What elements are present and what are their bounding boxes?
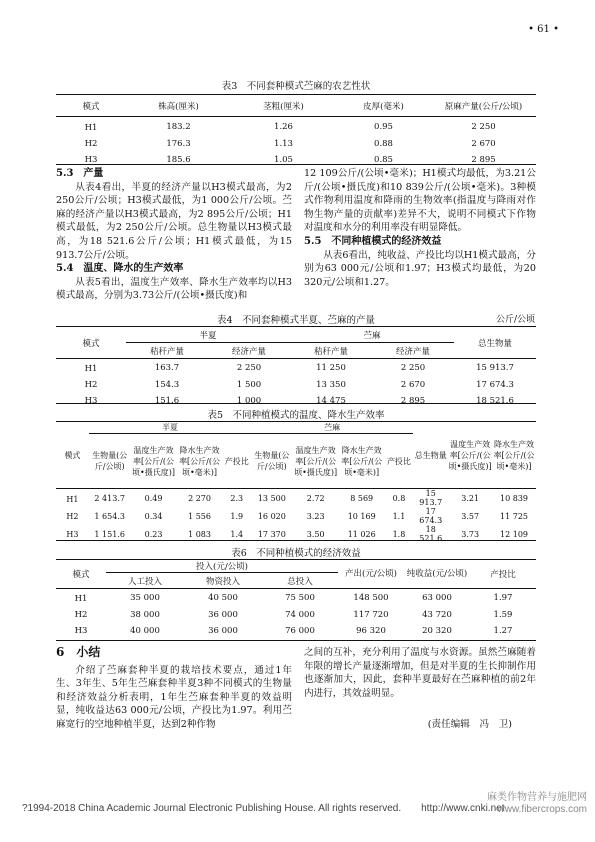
table-row: H3 185.6 1.05 0.85 2 895 [84,155,496,165]
left-column [56,167,292,303]
t5-group-zhuma: 苎麻 [251,422,413,434]
section-6-paragraph-right: 之间的互补，充分利用了温度与水资源。虽然苎麻随着年限的增长产量逐渐增加，但是对半夏的生长抑制作用也逐渐加大，因此，套种半夏最好在苎麻种植的前2年内进行，其效益明显。 [304,647,536,699]
t4-group-zhuma: 苎麻 [290,327,454,343]
table-row: H1 163.7 2 250 11 250 2 250 15 913.7 [84,363,514,374]
table3 [56,96,536,168]
t3-h2: 茎粗(厘米) [263,102,304,112]
table4: 模式 半夏 苎麻 总生物量 秸秆产量 经济产量 秸秆产量 经济产量 H1 163.7 2 250 11 250 2 250 15 913.7 H2 154.3 1 500 13 350 2 670 17 674.3 H3 151.6 1 000 14 475 2 895 18 521.6 [56,327,536,409]
t4-h-total: 总生物量 [454,327,536,359]
table4-bottom-rule [56,403,536,404]
section-6-paragraph-left: 介绍了苎麻套种半夏的栽培技术要点，通过1年生、3年生、5年生苎麻套种半夏3种不同模式的生物量和经济效益分析表明，1年生苎麻套种半夏的效益明显，纯收益达63 000元/公顷，产投比为1.97。利用苎麻宽行的空地种植半夏，达到2种作物 [56,664,292,730]
section-5-4-continued: 12 109公斤/(公顷•毫米)；H1模式均最低，为3.21公斤/(公顷•摄氏度)和10 839公斤/(公顷•毫米)。3种模式作物利用温度和降雨的生物效率(指温度与降雨对作物生物产量的贡献率)差异不大，说明不同模式下作物对温度和水分的利用率没有明显降低。 [304,168,536,234]
table-row: H2 38 000 36 000 74 000 117 720 43 720 1.59 [74,610,513,620]
t3-h0: 模式 [82,102,100,112]
table3-caption: 表3 不同套种模式苎麻的农艺性状 [221,81,371,92]
section-6-right [304,646,536,732]
watermark: 麻类作物营养与施肥网 www.fibercrops.com [487,792,587,815]
table3-bottom-rule [56,164,536,165]
section-5-4-paragraph: 从表5看出，温度生产效率、降水生产效率均以H3模式最高，分别为3.73公斤/(公顷•摄氏度)和 [56,276,292,302]
table4-unit: 公斤/公顷 [495,315,535,325]
table-row: H3 40 000 36 000 76 000 96 320 20 320 1.27 [74,626,513,636]
table6-caption: 表6 不同种植模式的经济效益 [231,548,361,559]
table-row: H2 176.3 1.13 0.88 2 670 [84,139,496,149]
t6-group-input: 投入(元/公顷) [106,560,338,573]
t3-h3: 皮厚(毫米) [363,102,404,112]
t3-h1: 株高(厘米) [158,102,199,112]
table5-bottom-rule [56,540,536,541]
table4-caption: 表4 不同套种模式半夏、苎麻的产量 [216,315,376,326]
table-row: H1 35 000 40 500 75 500 148 500 63 000 1.97 [74,593,513,604]
editor-note: (责任编辑 冯 卫) [427,719,512,731]
section-5-5-paragraph: 从表6看出，纯收益、产投比均以H1模式最高，分别为63 000元/公顷和1.97；H3模式均最低，为20 320元/公顷和1.27。 [304,249,536,288]
section-5-3-heading: 5.3 产量 [56,168,104,179]
t4-h-mode: 模式 [56,327,126,359]
table-row: H1 2 413.7 0.49 2 270 2.3 13 500 2.72 8 569 0.8 15 913.7 3.21 10 839 [66,489,529,507]
t5-group-banxia: 半夏 [89,422,251,434]
t6-h-mode: 模式 [56,560,106,589]
page-number: • 61 • [528,24,559,35]
t5-h-mode: 模式 [56,422,89,489]
section-6-heading: 6 小结 [56,645,101,659]
copyright-footer: ?1994-2018 China Academic Journal Electronic Publishing House. All rights reserved. http://www.cnki.net [22,803,505,814]
table5: 模式 半夏 苎麻 总生物量 温度生产效率[公斤/(公顷•摄氏度)] 降水生产效率[公斤/(公顷•毫米)] 生物量(公斤/公顷) 温度生产效率[公斤/(公顷•摄氏度)] 降水生产效率[公斤/(公顷•毫米)] 产投比 生物量(公斤/公顷) 温度生产效率[公斤/(公顷•摄氏度)] 降水生产效率[公斤/(公顷•毫米)] 产投比 H1 2 413.7 0.49 2 270 2.3 13 500 2.72 8 569 0.8 15 913.7 3.21 10 839 H2 1 654.3 0.34 1 556 1.9 16 020 3.23 10 169 1.1 17 674.3 3.57 11 725 H3 1 151.6 0.23 1 083 1.4 17 370 3.50 11 026 1.8 18 521.6 3.73 12 109 [56,422,536,543]
t4-group-banxia: 半夏 [126,327,290,343]
table-row: H3 1 151.6 0.23 1 083 1.4 17 370 3.50 11 026 1.8 18 521.6 3.73 12 109 [66,525,529,543]
section-5-3-paragraph: 从表4看出，半夏的经济产量以H3模式最高，为2 250公斤/公顷；H3模式最低，为1 000公斤/公顷。苎麻的经济产量以H3模式最高，为2 895公斤/公顷；H1模式最低，为2 250公斤/公顷。总生物量以H3模式最高，为18 521.6公斤/公顷；H1模式最低，为15 913.7公斤/公顷。 [56,181,292,261]
table-row: H1 183.2 1.26 0.95 2 250 [84,121,496,133]
table6: 模式 投入(元/公顷) 产出(元/公顷) 纯收益(元/公顷) 产投比 人工投入 物资投入 总投入 H1 35 000 40 500 75 500 148 500 63 000 1.97 H2 38 000 36 000 74 000 117 720 43 720 1.59 H3 40 000 36 000 76 000 96 320 20 320 1.27 [56,560,536,639]
table-row: H2 1 654.3 0.34 1 556 1.9 16 020 3.23 10 169 1.1 17 674.3 3.57 11 725 [66,507,529,525]
table-row: H2 154.3 1 500 13 350 2 670 17 674.3 [84,380,514,390]
section-5-4-heading: 5.4 温度、降水的生产效率 [56,263,184,275]
right-column [304,167,536,289]
table5-caption: 表5 不同种植模式的温度、降水生产效率 [207,410,385,421]
t3-h4: 原麻产量(公斤/公顷) [444,102,523,112]
section-6-left [56,646,292,732]
table3-top-rule [56,94,536,95]
table6-bottom-rule [56,640,536,641]
section-5-5-heading: 5.5 不同种植模式的经济效益 [304,235,442,247]
table-row: H3 151.6 1 000 14 475 2 895 18 521.6 [84,396,514,406]
